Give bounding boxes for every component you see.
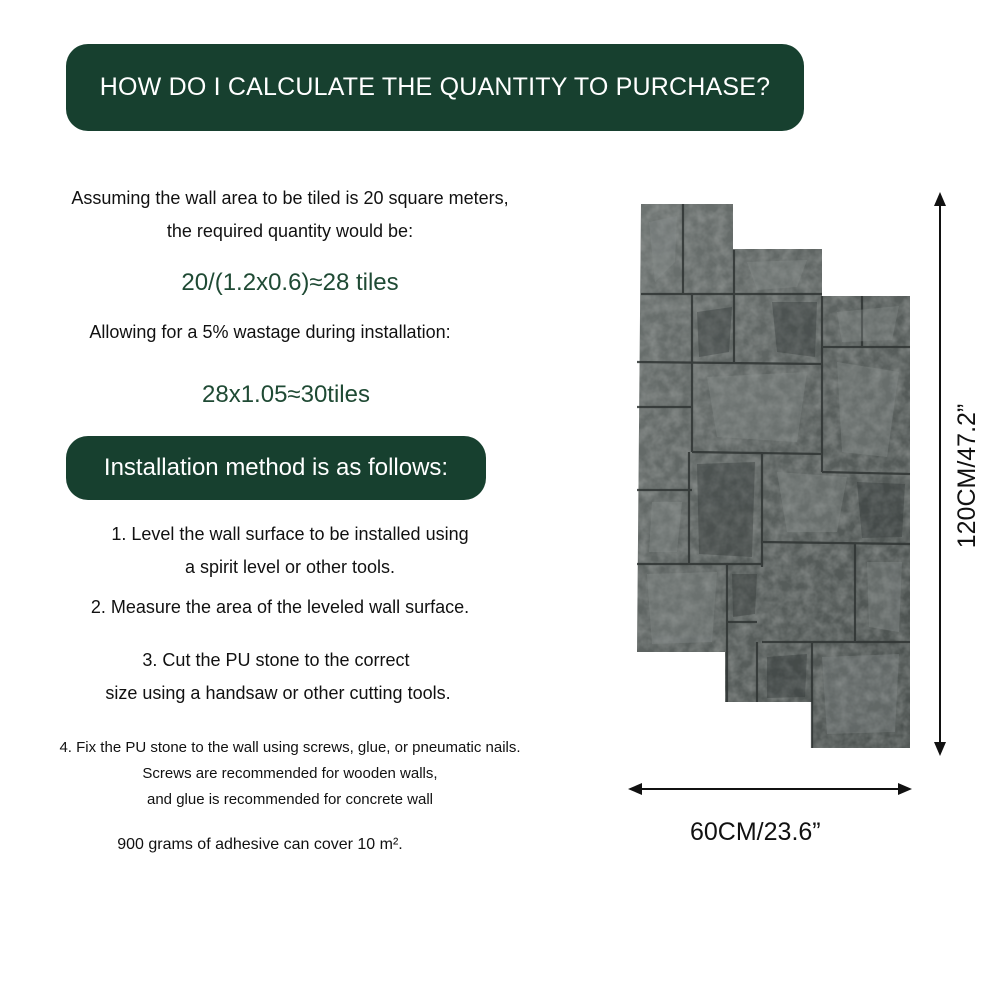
step-1-line-1: 1. Level the wall surface to be installed using — [111, 524, 469, 544]
formula-with-wastage: 28x1.05≈30tiles — [202, 381, 370, 408]
step-4-line-2: Screws are recommended for wooden walls, — [142, 765, 438, 782]
step-4-line-3: and glue is recommended for concrete wall — [147, 791, 433, 808]
installation-heading: Installation method is as follows: — [103, 454, 449, 481]
formula-tiles: 20/(1.2x0.6)≈28 tiles — [181, 269, 399, 296]
step-1-line-2: a spirit level or other tools. — [184, 557, 396, 577]
installation-banner — [66, 436, 486, 500]
height-dimension-label: 120CM/47.2” — [953, 403, 981, 549]
assumption-line-2: the required quantity would be: — [166, 221, 414, 241]
page-title: HOW DO I CALCULATE THE QUANTITY TO PURCHASE? — [99, 73, 771, 101]
step-3-line-2: size using a handsaw or other cutting tools. — [105, 683, 451, 703]
step-3-line-1: 3. Cut the PU stone to the correct — [142, 650, 410, 670]
width-dimension-label: 60CM/23.6” — [690, 818, 821, 846]
title-banner — [66, 44, 804, 131]
height-dimension-arrow — [930, 192, 950, 756]
assumption-line-1: Assuming the wall area to be tiled is 20 square meters, — [71, 188, 509, 208]
adhesive-note: 900 grams of adhesive can cover 10 m². — [117, 836, 403, 853]
pu-stone-panel-image — [637, 202, 913, 750]
step-2: 2. Measure the area of the leveled wall surface. — [90, 597, 470, 617]
width-dimension-arrow — [628, 780, 912, 798]
step-4-line-1: 4. Fix the PU stone to the wall using screws, glue, or pneumatic nails. — [59, 739, 521, 756]
wastage-note: Allowing for a 5% wastage during installation: — [89, 322, 451, 342]
